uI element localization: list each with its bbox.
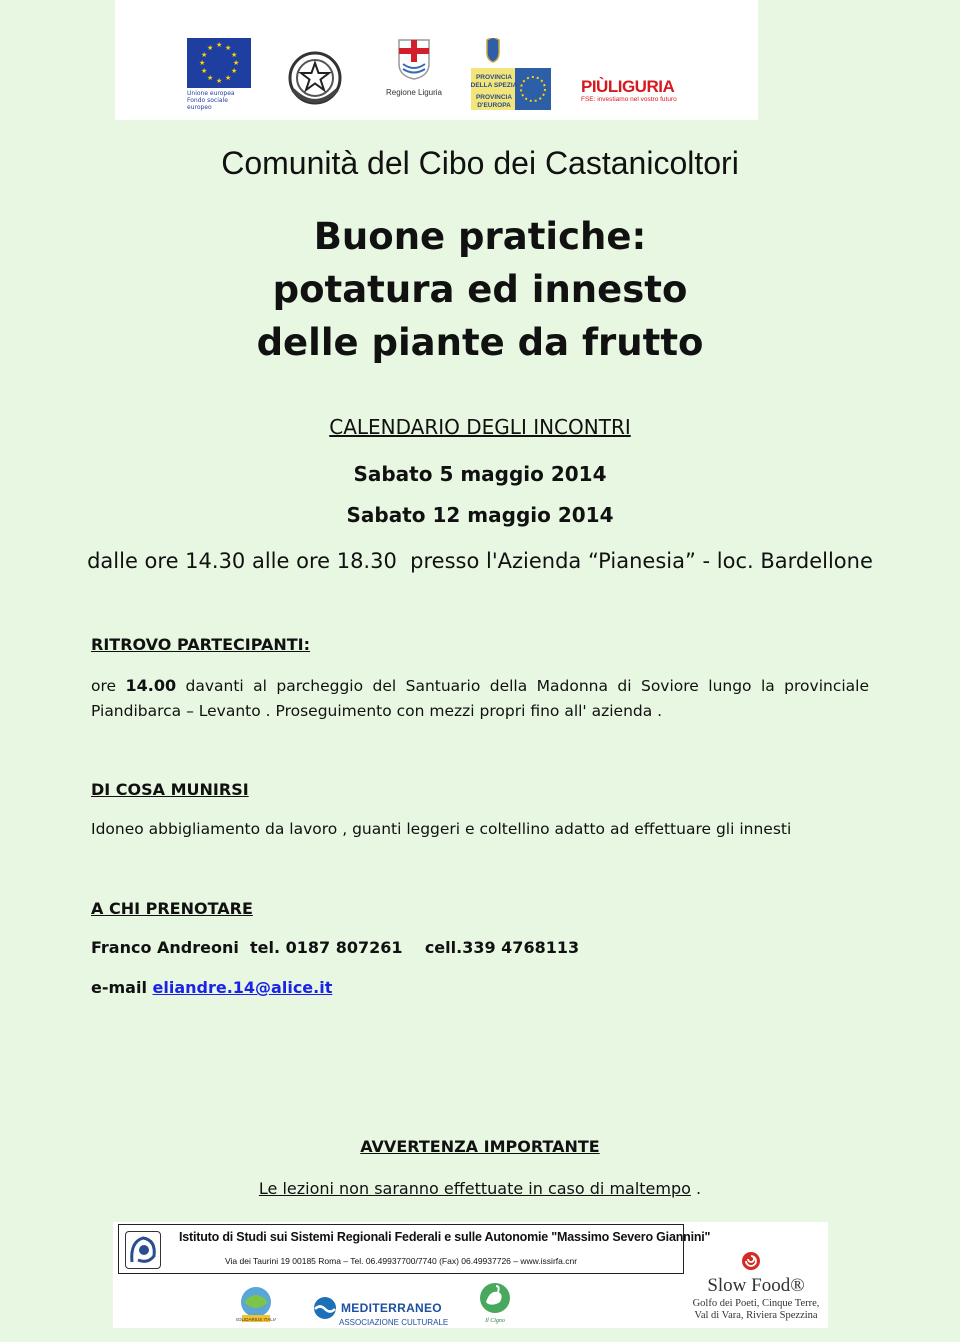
equipment-text: Idoneo abbigliamento da lavoro , guanti leggeri e coltellino adatto ad effettuare gli innesti <box>91 820 792 838</box>
main-title-line-3: delle piante da frutto <box>256 321 704 364</box>
community-title: Comunità del Cibo dei Castanicoltori <box>221 145 739 181</box>
event-date-2: Sabato 12 maggio 2014 <box>346 503 614 527</box>
regione-liguria-caption: Regione Liguria <box>385 88 443 97</box>
svg-text:DELLA SPEZIA: DELLA SPEZIA <box>470 82 518 89</box>
slow-food-logo <box>684 1247 828 1328</box>
solidarius-logo <box>236 1284 276 1324</box>
piu-liguria-title: PIÙLIGURIA <box>581 77 675 96</box>
booking-contact: Franco Andreoni tel. 0187 807261 cell.339 4768113 <box>91 938 580 957</box>
piu-liguria-subtitle: FSE: investiamo nel vostro futuro <box>581 96 677 103</box>
mediterraneo-subtitle: ASSOCIAZIONE CULTURALE <box>339 1318 449 1327</box>
eu-caption: Unione europea Fondo sociale europeo <box>187 90 235 111</box>
mediterraneo-title: MEDITERRANEO <box>341 1301 442 1315</box>
italian-republic-emblem-icon <box>287 50 343 108</box>
eu-logo <box>187 38 251 110</box>
main-title <box>0 210 960 369</box>
booking-email: e-mail eliandre.14@alice.it <box>91 978 333 997</box>
svg-text:PROVINCIA: PROVINCIA <box>475 74 513 81</box>
svg-text:PROVINCIA: PROVINCIA <box>475 94 513 101</box>
piu-liguria-logo <box>581 78 691 108</box>
warning-heading: AVVERTENZA IMPORTANTE <box>360 1137 600 1156</box>
eu-flag-icon: ★ ★ ★ ★ ★ ★ ★ ★ ★ ★ ★ ★ <box>187 38 251 88</box>
mediterraneo-wave-icon <box>313 1296 337 1320</box>
footer-logo-strip <box>113 1222 828 1328</box>
provincia-spezia-logo <box>467 38 553 112</box>
equipment-heading: DI COSA MUNIRSI <box>91 780 249 799</box>
issirfa-name: Istituto di Studi sui Sistemi Regionali Federali e sulle Autonomie "Massimo Severo Giannini" <box>179 1230 711 1244</box>
il-cigno-logo <box>478 1282 512 1324</box>
il-cigno-label: Il Cigno <box>485 1318 505 1324</box>
meeting-text: ore 14.00 davanti al parcheggio del Santuario della Madonna di Soviore lungo la provinciale Piandibarca – Levanto . Proseguimento con mezzi propri fino all' azienda . <box>91 676 870 720</box>
issirfa-logo-icon <box>125 1231 161 1269</box>
mediterraneo-logo <box>313 1296 448 1327</box>
meeting-heading: RITROVO PARTECIPANTI: <box>91 635 311 654</box>
slow-food-subtitle: Golfo dei Poeti, Cinque Terre, Val di Vara, Riviera Spezzina <box>692 1298 820 1321</box>
main-title-line-1: Buone pratiche: <box>313 215 647 258</box>
issirfa-address: Via dei Taurini 19 00185 Roma – Tel. 06.49937700/7740 (Fax) 06.49937726 – www.issirfa.cnr <box>225 1256 578 1266</box>
issirfa-banner <box>118 1224 711 1274</box>
event-date-1: Sabato 5 maggio 2014 <box>353 462 607 486</box>
booking-heading: A CHI PRENOTARE <box>91 899 253 918</box>
event-hours-location: dalle ore 14.30 alle ore 18.30 presso l'Azienda “Pianesia” - loc. Bardellone <box>87 549 873 573</box>
main-title-line-2: potatura ed innesto <box>272 268 688 311</box>
calendar-heading: CALENDARIO DEGLI INCONTRI <box>329 415 631 439</box>
liguria-shield-icon <box>397 38 431 80</box>
email-link[interactable]: eliandre.14@alice.it <box>152 978 333 997</box>
sponsor-logo-strip <box>115 0 758 120</box>
slow-food-snail-icon <box>740 1249 762 1271</box>
meeting-time: 14.00 <box>125 676 177 695</box>
warning-text: Le lezioni non saranno effettuate in caso di maltempo . <box>258 1179 702 1198</box>
regione-liguria-logo <box>380 38 448 98</box>
slow-food-name: Slow Food® <box>707 1275 805 1296</box>
svg-text:D'EUROPA: D'EUROPA <box>477 102 511 109</box>
solidarius-label: SOLIDARIUS ITALIA <box>236 1317 276 1322</box>
